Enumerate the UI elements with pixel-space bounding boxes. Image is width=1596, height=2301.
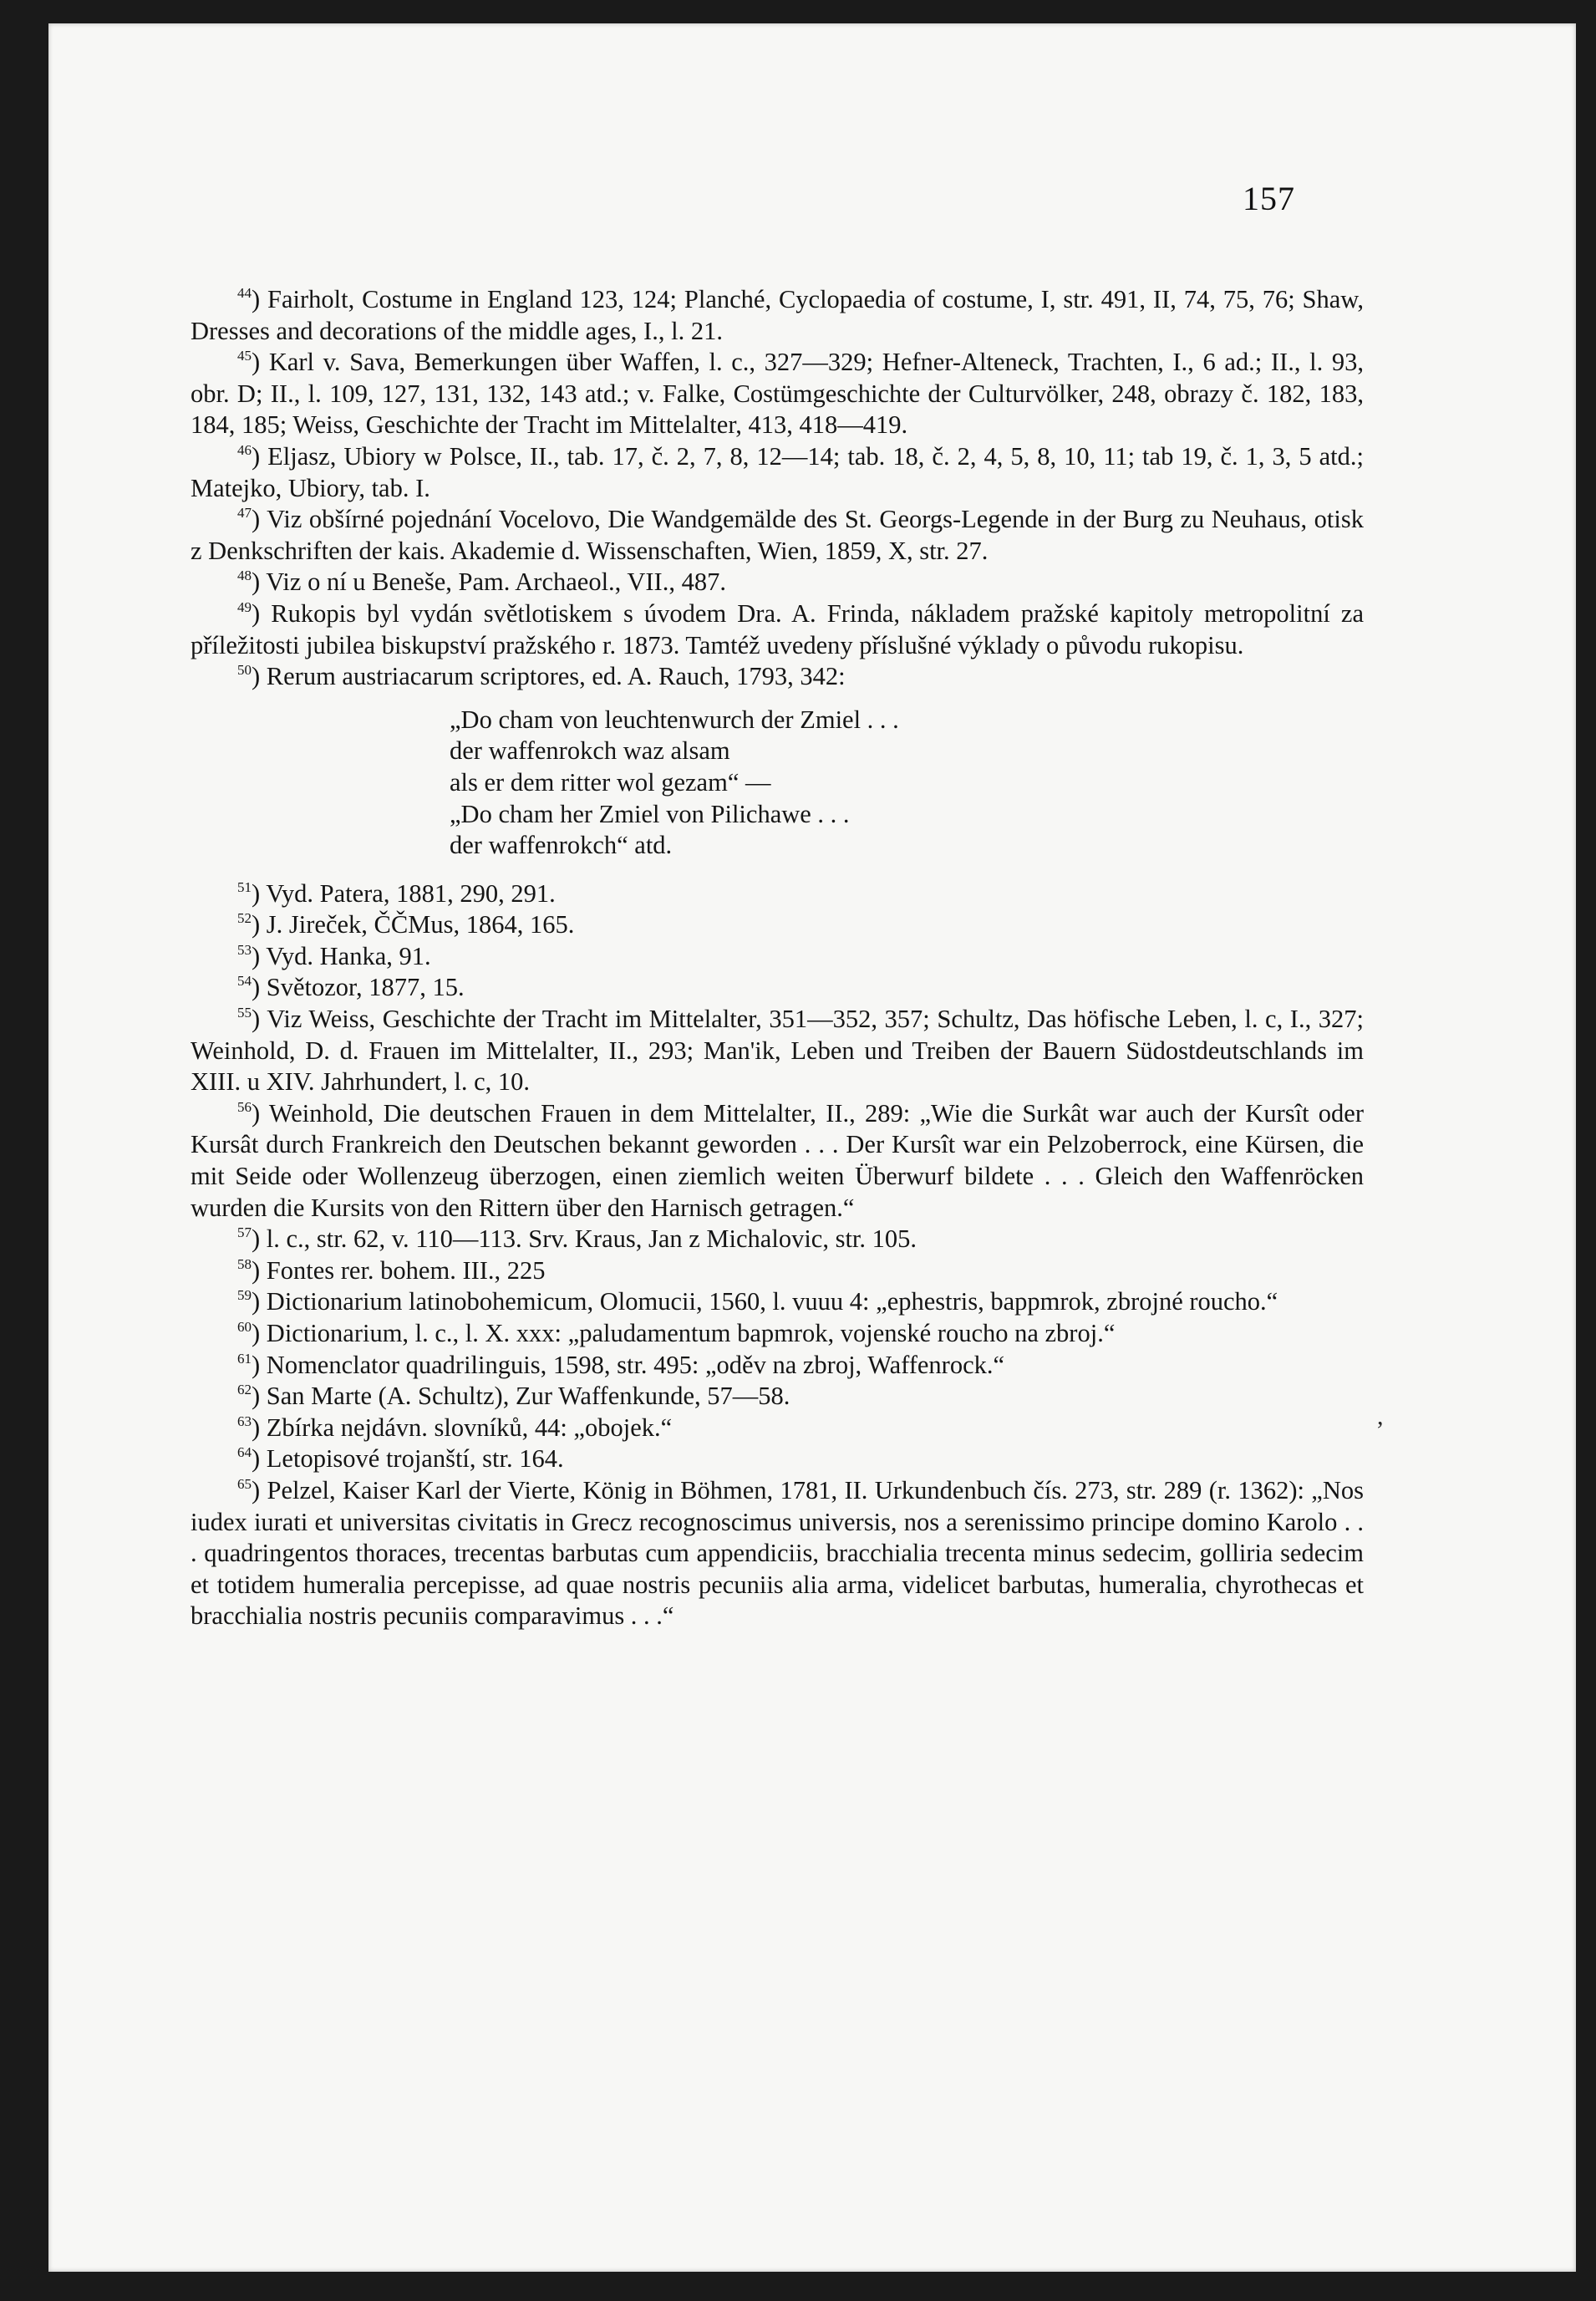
footnote-53: $^{53}$) Vyd. Hanka, 91. bbox=[237, 941, 431, 970]
footnote-text: l. c., str. 62, v. 110—113. Srv. Kraus, Jan z Michalovic, str. 105. bbox=[266, 1224, 917, 1254]
footnote-number: 53 bbox=[237, 941, 252, 958]
footnote-65: $^{65}$) Pelzel, Kaiser Karl der Vierte, König in Böhmen, 1781, II. Urkundenbuch čís. 273, str. 289 (r. 1362): „Nos iudex iurati et universitas civitatis in Grecz recognoscimus universis, nos a serenissimo principe domino Karolo . . . quadringentos thoraces, trecentas barbutas cum appendiciis, bracchialia trecenta minus sedecim, golliria sedecim et totidem humeralia percepisse, ad quae nostris pecuniis alia arma, videlicet barbutas, humeralia, chyrothecas et bracchialia nostris pecuniis comparavimus . . .“ bbox=[191, 1475, 1364, 1631]
footnotes bbox=[191, 284, 1364, 1632]
verse-line: als er dem ritter wol gezam“ — bbox=[450, 767, 771, 797]
footnote-text: Vyd. Patera, 1881, 290, 291. bbox=[266, 878, 556, 908]
footnote-57: $^{57}$) l. c., str. 62, v. 110—113. Srv. Kraus, Jan z Michalovic, str. 105. bbox=[237, 1224, 917, 1254]
footnote-number: 49 bbox=[237, 598, 252, 615]
footnote-49: $^{49}$) Rukopis byl vydán světlotiskem s úvodem Dra. A. Frinda, nákladem pražské kapitoly metropolitní za příležitosti jubilea biskupství pražského r. 1873. Tamtéž uvedeny příslušné výklady o původu rukopisu. bbox=[191, 598, 1364, 659]
footnote-number: 64 bbox=[237, 1444, 252, 1461]
footnote-63: $^{63}$) Zbírka nejdávn. slovníků, 44: „obojek.“ bbox=[237, 1413, 673, 1442]
footnote-number: 58 bbox=[237, 1255, 252, 1272]
footnote-number: 51 bbox=[237, 878, 252, 895]
footnote-text: Rukopis byl vydán světlotiskem s úvodem Dra. A. Frinda, nákladem pražské kapitoly metropolitní za příležitosti jubilea biskupství pražského r. 1873. Tamtéž uvedeny příslušné výklady o původu rukopisu. bbox=[191, 598, 1364, 659]
footnote-number: 61 bbox=[237, 1350, 252, 1367]
footnote-text: Vyd. Hanka, 91. bbox=[266, 941, 431, 970]
footnote-number: 60 bbox=[237, 1319, 252, 1335]
verse-line: „Do cham her Zmiel von Pilichawe . . . bbox=[450, 799, 850, 828]
footnote-text: J. Jireček, ČČMus, 1864, 165. bbox=[266, 910, 575, 939]
footnote-text: Viz Weiss, Geschichte der Tracht im Mittelalter, 351—352, 357; Schultz, Das höfische Leben, l. c, I., 327; Weinhold, D. d. Frauen im Mittelalter, II., 293; Man'ik, Leben und Treiben der Bauern Südostdeutschlands im XIII. u XIV. Jahrhundert, l. c, 10. bbox=[191, 1005, 1364, 1097]
footnote-47: $^{47}$) Viz obšírné pojednání Vocelovo, Die Wandgemälde des St. Georgs-Legende in der Burg zu Neuhaus, otisk z Denkschriften der kais. Akademie d. Wissenschaften, Wien, 1859, X, str. 27. bbox=[191, 505, 1364, 565]
footnote-50: $^{50}$) Rerum austriacarum scriptores, ed. A. Rauch, 1793, 342: bbox=[237, 662, 846, 691]
verse-line: der waffenrokch waz alsam bbox=[450, 736, 730, 766]
footnote-number: 57 bbox=[237, 1224, 252, 1241]
footnote-number: 55 bbox=[237, 1005, 252, 1021]
footnote-55: $^{55}$) Viz Weiss, Geschichte der Tracht im Mittelalter, 351—352, 357; Schultz, Das höfische Leben, l. c, I., 327; Weinhold, D. d. Frauen im Mittelalter, II., 293; Man'ik, Leben und Treiben der Bauern Südostdeutschlands im XIII. u XIV. Jahrhundert, l. c, 10. bbox=[191, 1005, 1364, 1097]
footnote-number: 48 bbox=[237, 568, 252, 584]
footnote-text: Nomenclator quadrilinguis, 1598, str. 495: „oděv na zbroj, Waffenrock.“ bbox=[266, 1350, 1005, 1379]
footnote-60: $^{60}$) Dictionarium, l. c., l. X. xxx: „paludamentum bapmrok, vojenské roucho na zbroj.“ bbox=[237, 1319, 1116, 1347]
footnote-text: Letopisové trojanští, str. 164. bbox=[266, 1444, 564, 1474]
footnote-51: $^{51}$) Vyd. Patera, 1881, 290, 291. bbox=[237, 878, 556, 908]
footnote-number: 44 bbox=[237, 285, 252, 301]
footnote-text: Fairholt, Costume in England 123, 124; Planché, Cyclopaedia of costume, I, str. 491, II, 74, 75, 76; Shaw, Dresses and decorations of the middle ages, I., l. 21. bbox=[191, 285, 1364, 345]
footnote-number: 50 bbox=[237, 662, 252, 679]
footnote-58: $^{58}$) Fontes rer. bohem. III., 225 bbox=[237, 1255, 546, 1285]
footnote-text: Zbírka nejdávn. slovníků, 44: „obojek.“ bbox=[266, 1413, 673, 1442]
footnote-45: $^{45}$) Karl v. Sava, Bemerkungen über Waffen, l. c., 327—329; Hefner-Alteneck, Trachten, I., 6 ad.; II., l. 93, obr. D; II., l. 109, 127, 131, 132, 143 atd.; v. Falke, Costümgeschichte der Culturvölker, 248, obrazy č. 182, 183, 184, 185; Weiss, Geschichte der Tracht im Mittelalter, 413, 418—419. bbox=[191, 348, 1364, 440]
footnote-text: Weinhold, Die deutschen Frauen in dem Mittelalter, II., 289: „Wie die Surkât war auch der Kursît oder Kursât durch Frankreich den Deutschen bekannt geworden . . . Der Kursît war ein Pelzoberrock, eine Kürsen, die mit Seide oder Wollenzeug überzogen, einen ziemlich weiten Überwurf bildete . . . Gleich den Waffenröcken wurden die Kursits von den Rittern über den Harnisch getragen.“ bbox=[191, 1098, 1364, 1222]
footnote-56: $^{56}$) Weinhold, Die deutschen Frauen in dem Mittelalter, II., 289: „Wie die Surkât war auch der Kursît oder Kursât durch Frankreich den Deutschen bekannt geworden . . . Der Kursît war ein Pelzoberrock, eine Kürsen, die mit Seide oder Wollenzeug überzogen, einen ziemlich weiten Überwurf bildete . . . Gleich den Waffenröcken wurden die Kursits von den Rittern über den Harnisch getragen.“ bbox=[191, 1098, 1364, 1222]
footnote-number: 45 bbox=[237, 348, 252, 364]
footnote-number: 62 bbox=[237, 1382, 252, 1398]
footnote-text: Světozor, 1877, 15. bbox=[266, 973, 465, 1002]
footnote-text: Dictionarium latinobohemicum, Olomucii, 1560, l. vuuu 4: „ephestris, bappmrok, zbrojné roucho.“ bbox=[266, 1287, 1278, 1316]
footnote-44: $^{44}$) Fairholt, Costume in England 123, 124; Planché, Cyclopaedia of costume, I, str. 491, II, 74, 75, 76; Shaw, Dresses and decorations of the middle ages, I., l. 21. bbox=[191, 285, 1364, 345]
footnote-46: $^{46}$) Eljasz, Ubiory w Polsce, II., tab. 17, č. 2, 7, 8, 12—14; tab. 18, č. 2, 4, 5, 8, 10, 11; tab 19, č. 1, 3, 5 atd.; Matejko, Ubiory, tab. I. bbox=[191, 441, 1364, 502]
footnote-text: Viz o ní u Beneše, Pam. Archaeol., VII., 487. bbox=[266, 568, 726, 597]
footnote-61: $^{61}$) Nomenclator quadrilinguis, 1598, str. 495: „oděv na zbroj, Waffenrock.“ bbox=[237, 1350, 1005, 1379]
footnote-text: Dictionarium, l. c., l. X. xxx: „paludamentum bapmrok, vojenské roucho na zbroj.“ bbox=[266, 1319, 1116, 1347]
footnote-number: 56 bbox=[237, 1098, 252, 1115]
footnote-number: 63 bbox=[237, 1413, 252, 1429]
footnote-64: $^{64}$) Letopisové trojanští, str. 164. bbox=[237, 1444, 564, 1474]
footnote-text: Eljasz, Ubiory w Polsce, II., tab. 17, č. 2, 7, 8, 12—14; tab. 18, č. 2, 4, 5, 8, 10, 11; tab 19, č. 1, 3, 5 atd.; Matejko, Ubiory, tab. I. bbox=[191, 441, 1364, 502]
footnote-62: $^{62}$) San Marte (A. Schultz), Zur Waffenkunde, 57—58. bbox=[237, 1382, 790, 1411]
footnote-number: 65 bbox=[237, 1475, 252, 1492]
footnote-text: Pelzel, Kaiser Karl der Vierte, König in Böhmen, 1781, II. Urkundenbuch čís. 273, str. 289 (r. 1362): „Nos iudex iurati et universitas civitatis in Grecz recognoscimus universis, nos a serenissimo principe domino Karolo . . . quadringentos thoraces, trecentas barbutas cum appendiciis, bracchialia trecenta minus sedecim, golliria sedecim et totidem humeralia percepisse, ad quae nostris pecuniis alia arma, videlicet barbutas, humeralia, chyrothecas et bracchialia nostris pecuniis comparavimus . . .“ bbox=[191, 1475, 1364, 1631]
footnote-52: $^{52}$) J. Jireček, ČČMus, 1864, 165. bbox=[237, 910, 575, 939]
footnote-number: 54 bbox=[237, 973, 252, 990]
footnote-text: Viz obšírné pojednání Vocelovo, Die Wandgemälde des St. Georgs-Legende in der Burg zu Neuhaus, otisk z Denkschriften der kais. Akademie d. Wissenschaften, Wien, 1859, X, str. 27. bbox=[191, 505, 1364, 565]
footnote-number: 46 bbox=[237, 441, 252, 458]
footnote-number: 52 bbox=[237, 910, 252, 927]
footnote-number: 47 bbox=[237, 505, 252, 522]
footnote-number: 59 bbox=[237, 1287, 252, 1304]
footnote-text: Karl v. Sava, Bemerkungen über Waffen, l. c., 327—329; Hefner-Alteneck, Trachten, I., 6 ad.; II., l. 93, obr. D; II., l. 109, 127, 131, 132, 143 atd.; v. Falke, Costümgeschichte der Culturvölker, 248, obrazy č. 182, 183, 184, 185; Weiss, Geschichte der Tracht im Mittelalter, 413, 418—419. bbox=[191, 348, 1364, 440]
verse-line: „Do cham von leuchtenwurch der Zmiel . . . bbox=[450, 705, 899, 734]
footnote-48: $^{48}$) Viz o ní u Beneše, Pam. Archaeol., VII., 487. bbox=[237, 568, 726, 597]
footnote-text: San Marte (A. Schultz), Zur Waffenkunde, 57—58. bbox=[266, 1382, 790, 1411]
footnote-text: Rerum austriacarum scriptores, ed. A. Rauch, 1793, 342: bbox=[266, 662, 846, 691]
stray-mark: , bbox=[1377, 1402, 1384, 1430]
page-number: 157 bbox=[1243, 180, 1295, 217]
verse-quote bbox=[450, 705, 1364, 862]
scanned-page bbox=[48, 23, 1576, 2272]
footnote-59: $^{59}$) Dictionarium latinobohemicum, Olomucii, 1560, l. vuuu 4: „ephestris, bappmrok, zbrojné roucho.“ bbox=[237, 1287, 1278, 1316]
footnote-54: $^{54}$) Světozor, 1877, 15. bbox=[237, 973, 465, 1002]
verse-line: der waffenrokch“ atd. bbox=[450, 831, 673, 860]
footnote-text: Fontes rer. bohem. III., 225 bbox=[266, 1255, 546, 1285]
